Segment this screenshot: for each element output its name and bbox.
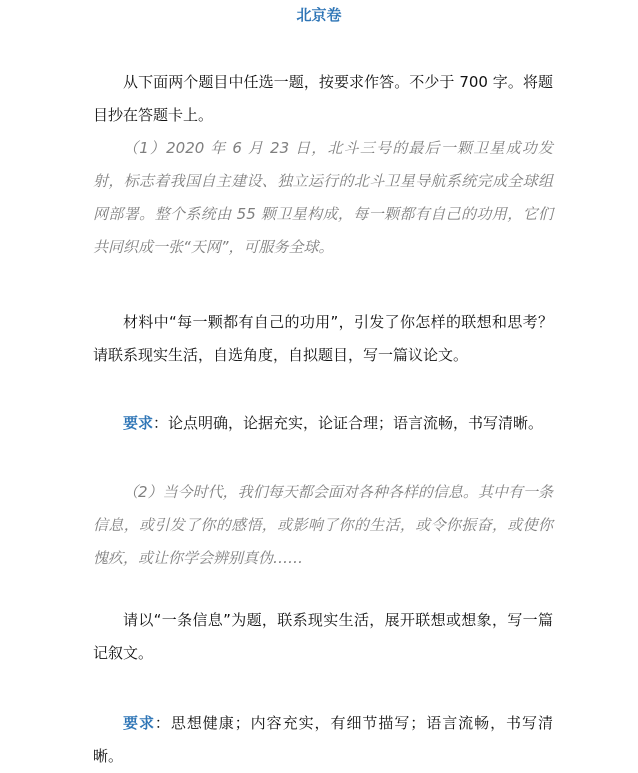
topic1-material: （1）2020 年 6 月 23 日，北斗三号的最后一颗卫星成功发射，标志着我国自主建设、独立运行的北斗卫星导航系统完成全球组网部署。整个系统由 55 颗卫星构成，每一颗都有自己的功用，它们共同织成一张“天网”，可服务全球。 xyxy=(93,139,553,256)
topic1-requirement-label: 要求 xyxy=(123,414,154,432)
topic1-requirement-text: ：论点明确，论据充实，论证合理；语言流畅，书写清晰。 xyxy=(153,414,544,432)
topic1-prompt: 材料中“每一颗都有自己的功用”，引发了你怎样的联想和思考？请联系现实生活，自选角度，自拟题目，写一篇议论文。 xyxy=(93,313,553,364)
topic2-requirement xyxy=(93,707,553,773)
page-title: 北京卷 xyxy=(296,6,342,24)
topic2-requirement-text: ：思想健康；内容充实，有细节描写；语言流畅，书写清晰。 xyxy=(93,714,553,765)
topic2-material: （2）当今时代，我们每天都会面对各种各样的信息。其中有一条信息，或引发了你的感悟，或影响了你的生活，或令你振奋，或使你愧疚，或让你学会辨别真伪…… xyxy=(93,483,553,567)
topic1-requirement xyxy=(93,407,553,440)
topic2-prompt: 请以“一条信息”为题，联系现实生活，展开联想或想象，写一篇记叙文。 xyxy=(93,611,553,662)
topic2-requirement-label: 要求 xyxy=(123,714,155,732)
instruction-paragraph: 从下面两个题目中任选一题，按要求作答。不少于 700 字。将题目抄在答题卡上。 xyxy=(93,73,553,124)
